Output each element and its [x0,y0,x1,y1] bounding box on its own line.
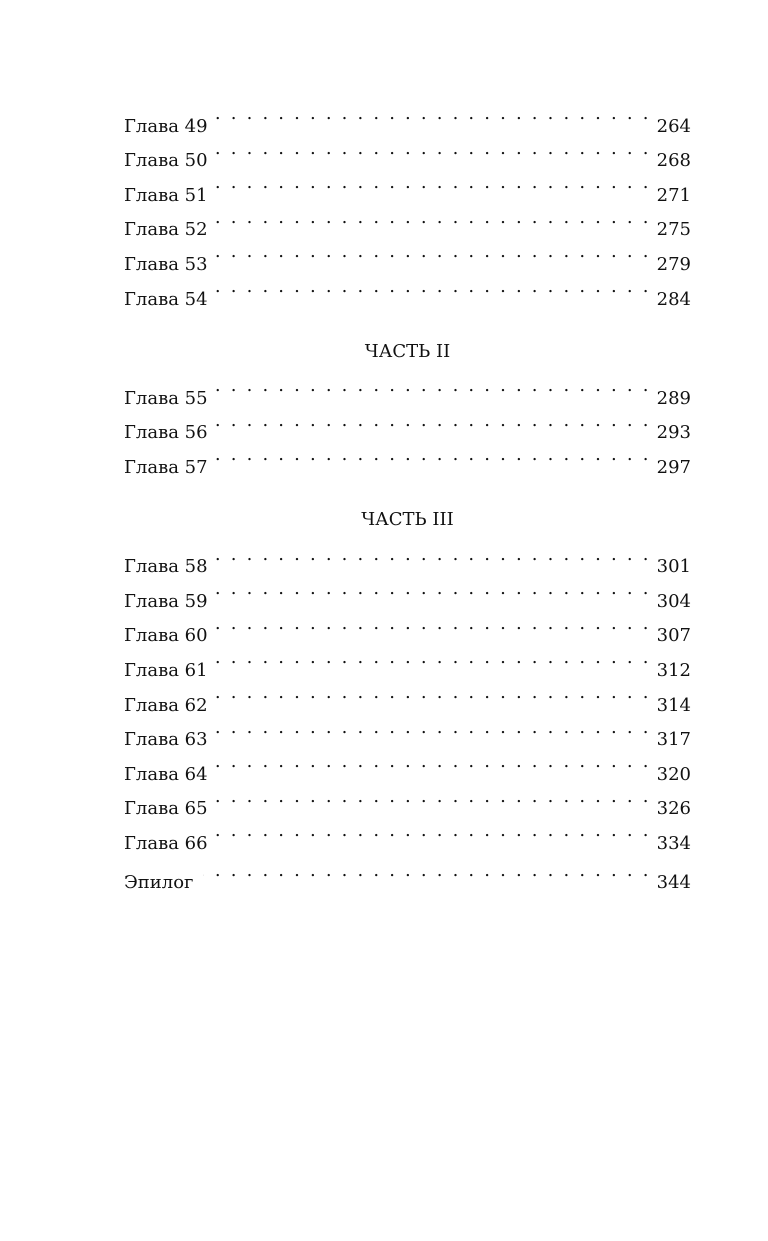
toc-entry-chapter-57[interactable] [124,438,691,478]
toc-entry-label: Глава 58 [124,556,208,578]
table-of-contents [124,97,691,894]
toc-entry-label: Глава 63 [124,729,208,751]
toc-entry-page: 293 [656,422,691,444]
toc-entry-chapter-53[interactable] [124,235,691,275]
toc-entry-chapter-65[interactable] [124,780,691,820]
part-heading[interactable]: ЧАСТЬ III [361,508,454,530]
toc-entry-page: 314 [656,694,691,716]
dot-leader [210,270,651,305]
toc-entry-page: 304 [656,590,691,612]
toc-entry-label: Глава 55 [124,387,208,409]
toc-entry-chapter-66[interactable] [124,814,691,854]
toc-entry-label: Глава 65 [124,798,208,820]
toc-entry-label: Глава 51 [124,184,208,206]
dot-leader [210,235,651,270]
dot-leader [210,132,651,167]
section-spacer [124,473,691,503]
dot-leader [210,438,651,473]
toc-entry-label: Глава 59 [124,590,208,612]
dot-leader [210,607,651,642]
dot-leader [210,166,651,201]
toc-entry-label: Глава 53 [124,253,208,275]
toc-entry-chapter-52[interactable] [124,201,691,241]
toc-entry-label: Глава 64 [124,763,208,785]
toc-section [124,97,691,310]
toc-entry-epilog[interactable] [124,854,691,894]
dot-leader [210,572,651,607]
toc-entry-label: Глава 62 [124,694,208,716]
toc-entry-chapter-54[interactable] [124,270,691,310]
toc-entry-page: 268 [656,150,691,172]
toc-entry-page: 317 [656,729,691,751]
toc-entry-chapter-60[interactable] [124,607,691,647]
toc-section [124,503,691,854]
dot-leader [210,538,651,573]
toc-entry-chapter-51[interactable] [124,166,691,206]
toc-entry-label: Глава 60 [124,625,208,647]
dot-leader [210,201,651,236]
toc-entry-page: 271 [656,184,691,206]
toc-entry-chapter-58[interactable] [124,538,691,578]
dot-leader [203,854,650,889]
dot-leader [210,676,651,711]
toc-entry-chapter-50[interactable] [124,132,691,172]
toc-entry-page: 301 [656,556,691,578]
toc-entry-page: 326 [656,798,691,820]
part-heading[interactable]: ЧАСТЬ II [364,340,451,362]
toc-entry-page: 284 [656,288,691,310]
toc-entry-page: 275 [656,219,691,241]
toc-entry-page: 279 [656,253,691,275]
toc-entry-page: 320 [656,763,691,785]
toc-entry-chapter-63[interactable] [124,711,691,751]
toc-entry-label: Глава 50 [124,150,208,172]
toc-entry-label: Глава 66 [124,832,208,854]
toc-entry-label: Глава 49 [124,115,208,137]
toc-entry-chapter-49[interactable] [124,97,691,137]
toc-entry-page: 297 [656,456,691,478]
toc-entry-page: 312 [656,659,691,681]
toc-entry-label: Эпилог [124,872,194,894]
toc-entry-page: 307 [656,625,691,647]
toc-entry-chapter-62[interactable] [124,676,691,716]
toc-entry-page: 264 [656,115,691,137]
toc-entry-label: Глава 52 [124,219,208,241]
toc-entry-label: Глава 61 [124,659,208,681]
toc-entry-chapter-61[interactable] [124,641,691,681]
dot-leader [210,780,651,815]
toc-entry-chapter-64[interactable] [124,745,691,785]
toc-entry-chapter-55[interactable] [124,369,691,409]
toc-entry-label: Глава 57 [124,456,208,478]
dot-leader [210,814,651,849]
dot-leader [210,641,651,676]
dot-leader [210,404,651,439]
dot-leader [210,711,651,746]
dot-leader [210,97,651,132]
toc-entry-page: 289 [656,387,691,409]
toc-entry-chapter-59[interactable] [124,572,691,612]
dot-leader [210,745,651,780]
toc-entry-label: Глава 56 [124,422,208,444]
section-spacer [124,305,691,335]
dot-leader [210,369,651,404]
toc-entry-page: 344 [656,872,691,894]
toc-entry-chapter-56[interactable] [124,404,691,444]
toc-section [124,335,691,478]
toc-entry-label: Глава 54 [124,288,208,310]
toc-entry-page: 334 [656,832,691,854]
